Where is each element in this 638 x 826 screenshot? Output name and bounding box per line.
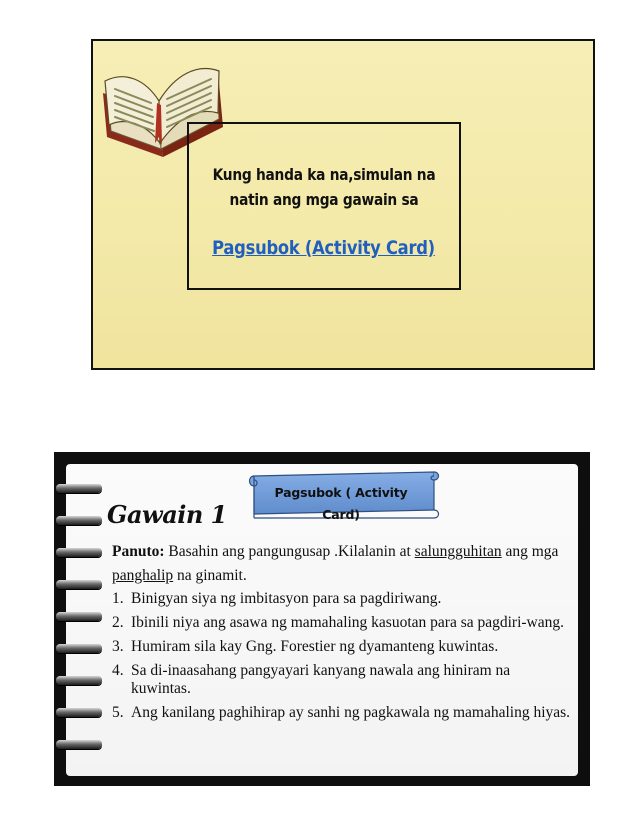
instructions-text-2: ang mga bbox=[501, 543, 559, 560]
list-item bbox=[112, 704, 572, 722]
list-item bbox=[112, 638, 572, 656]
instructions-underline-1: salungguhitan bbox=[414, 543, 502, 560]
instructions-label: Panuto: bbox=[112, 543, 165, 560]
spiral-ring-icon bbox=[56, 612, 102, 621]
item-text: Ang kanilang paghihirap ay sanhi ng pagkawala ng mamahaling hiyas. bbox=[131, 704, 571, 721]
spiral-ring-icon bbox=[56, 580, 102, 589]
item-text: Humiram sila kay Gng. Forestier ng dyamanteng kuwintas. bbox=[131, 638, 499, 655]
item-number: 2. bbox=[112, 614, 124, 631]
spiral-ring-icon bbox=[56, 548, 102, 557]
instructions-text-1: Basahin ang pangungusap .Kilalanin at bbox=[164, 543, 415, 560]
banner-label: Pagsubok ( Activity Card) bbox=[274, 485, 408, 522]
item-number: 1. bbox=[112, 590, 124, 607]
spiral-ring-icon bbox=[56, 484, 102, 493]
item-text: Sa di-inaasahang pangyayari kanyang nawala ang hiniram na kuwintas. bbox=[131, 662, 511, 697]
intro-line-1: Kung handa ka na,simulan na bbox=[212, 165, 436, 184]
spiral-ring-icon bbox=[56, 516, 102, 525]
instructions-text-3: na ginamit. bbox=[173, 567, 247, 584]
spiral-ring-icon bbox=[56, 676, 102, 685]
activity-items-list bbox=[112, 590, 572, 728]
instructions bbox=[112, 540, 572, 588]
intro-line-2: natin ang mga gawain sa bbox=[229, 190, 419, 209]
activity-card-link[interactable]: Pagsubok (Activity Card) bbox=[212, 237, 436, 259]
list-item bbox=[112, 614, 572, 632]
item-text: Ibinili niya ang asawa ng mamahaling kasuotan para sa pagdiri-wang. bbox=[131, 614, 565, 631]
item-number: 5. bbox=[112, 704, 124, 721]
spiral-ring-icon bbox=[56, 644, 102, 653]
intro-text-box bbox=[187, 122, 461, 290]
list-item bbox=[112, 662, 572, 698]
item-text: Binigyan siya ng imbitasyon para sa pagdiriwang. bbox=[131, 590, 442, 607]
spiral-ring-icon bbox=[56, 708, 102, 717]
instructions-underline-2: panghalip bbox=[112, 567, 174, 584]
activity-title: Gawain 1 bbox=[107, 500, 227, 529]
spiral-ring-icon bbox=[56, 740, 102, 749]
intro-card bbox=[91, 39, 595, 370]
item-number: 3. bbox=[112, 638, 124, 655]
list-item bbox=[112, 590, 572, 608]
item-number: 4. bbox=[112, 662, 124, 679]
